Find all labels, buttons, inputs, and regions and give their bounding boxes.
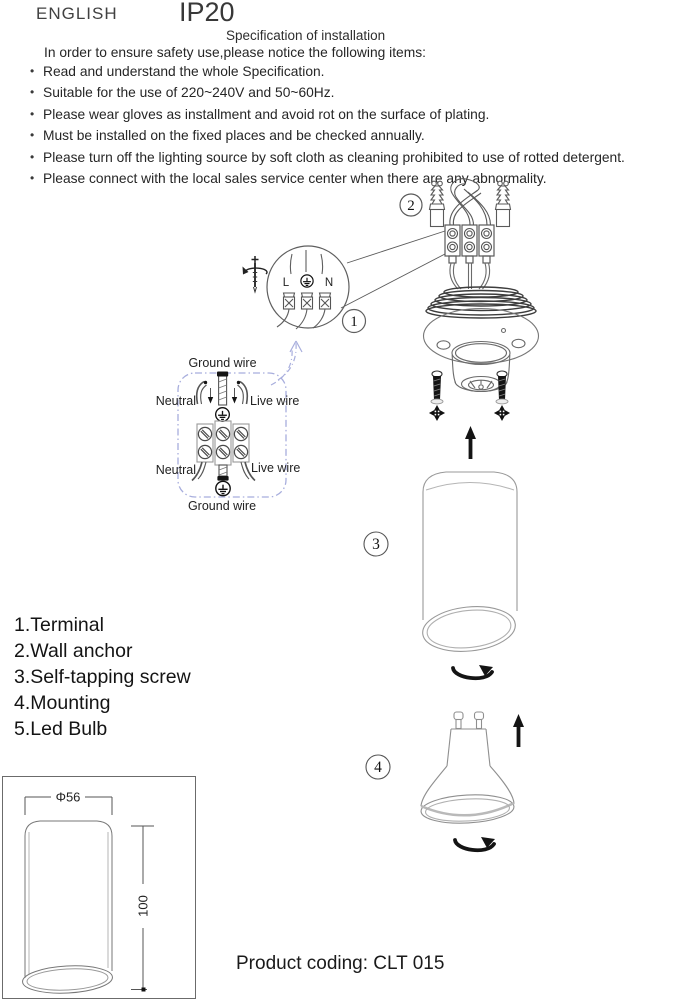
ip-rating: IP20	[179, 0, 235, 27]
led-bulb	[366, 712, 515, 825]
up-arrow-icon	[513, 714, 524, 747]
safety-item: • Please wear gloves as installment and avoid rot on the surface of plating.	[30, 104, 680, 125]
live-top-label: Live wire	[250, 394, 300, 408]
earth-symbol-icon	[301, 275, 313, 287]
phillips-cross-icon	[496, 407, 509, 420]
ribbed-cap	[426, 287, 536, 318]
neutral-terminal-label: N	[324, 277, 334, 289]
phillips-cross-icon	[431, 407, 444, 420]
drawing-frame	[3, 777, 196, 999]
part-item: 3.Self-tapping screw	[14, 666, 191, 688]
live-terminal-label: L	[282, 277, 290, 289]
page-title: Specification of installation	[226, 28, 386, 43]
gu10-pins	[454, 712, 484, 729]
wall-anchor-icon	[496, 181, 511, 226]
step2-assembly	[341, 179, 511, 308]
part-item: 1.Terminal	[14, 614, 104, 636]
safety-item: • Read and understand the whole Specification.	[30, 61, 680, 82]
neutral-top-label: Neutral	[155, 394, 196, 408]
marker-1: 1	[350, 314, 358, 330]
screw-rotate-icon	[243, 256, 268, 292]
wiring-diagram	[156, 341, 302, 513]
intro-line: In order to ensure safety use,please notice the following items:	[44, 45, 426, 60]
callout-lines	[341, 231, 445, 308]
callout-arrow	[271, 341, 302, 385]
rotate-arrow-icon	[453, 665, 493, 678]
part-item: 2.Wall anchor	[14, 640, 133, 662]
cylinder-housing	[364, 472, 518, 656]
part-item: 5.Led Bulb	[14, 718, 108, 740]
safety-item: • Please turn off the lighting source by soft cloth as cleaning prohibited to use of rotted detergent.	[30, 147, 680, 168]
height-dimension-label: 100	[135, 895, 151, 917]
marker-3: 3	[372, 536, 380, 553]
product-coding: Product coding: CLT 015	[236, 953, 445, 974]
dimension-drawing	[3, 777, 196, 999]
marker-2: 2	[407, 198, 415, 214]
rotate-arrow-icon	[455, 837, 495, 850]
earth-symbol-icon	[216, 408, 230, 422]
safety-item: • Suitable for the use of 220~240V and 50~60Hz.	[30, 82, 680, 103]
terminal-block	[445, 225, 494, 263]
neutral-bottom-label: Neutral	[155, 463, 196, 477]
language-label: ENGLISH	[36, 4, 118, 23]
up-arrow-icon	[465, 426, 476, 459]
diameter-dimension-label: Φ56	[55, 789, 81, 805]
marker-4: 4	[374, 759, 382, 776]
safety-item: • Please connect with the local sales service center when there are any abnormality.	[30, 168, 680, 189]
terminal-top-wires	[450, 179, 491, 225]
safety-item: • Must be installed on the fixed places and be checked annually.	[30, 125, 680, 146]
ground-wire-top-label: Ground wire	[188, 356, 257, 370]
wall-anchor-icon	[430, 181, 445, 226]
earth-symbol-icon	[216, 481, 230, 495]
part-item: 4.Mounting	[14, 692, 111, 714]
terminal-detail-circle	[267, 246, 366, 333]
live-bottom-label: Live wire	[251, 461, 301, 475]
ground-wire-bottom-label: Ground wire	[187, 499, 257, 513]
